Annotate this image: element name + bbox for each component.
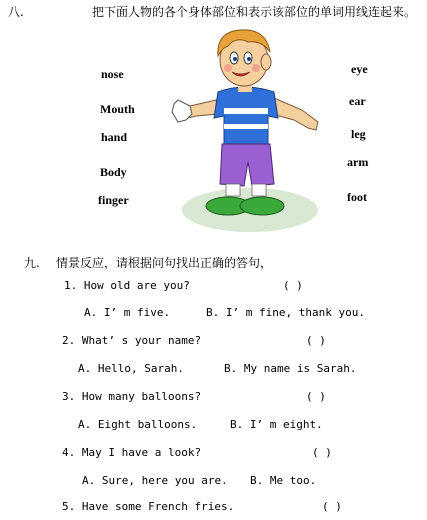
question-4: 4. May I have a look? bbox=[62, 446, 202, 459]
section-9-instruction: 情景反应，请根据问句找出正确的答句， bbox=[56, 256, 273, 270]
right-shoe bbox=[240, 197, 284, 215]
word-finger: finger bbox=[98, 193, 129, 207]
word-arm: arm bbox=[347, 155, 369, 169]
option-3b: B. I’ m eight. bbox=[230, 418, 323, 431]
answer-blank-1[interactable]: ( ) bbox=[283, 279, 303, 292]
shirt-stripe bbox=[224, 108, 268, 114]
left-cheek bbox=[224, 64, 232, 72]
option-3a: A. Eight balloons. bbox=[78, 418, 198, 431]
option-2a: A. Hello, Sarah. bbox=[78, 362, 184, 375]
question-5: 5. Have some French fries. bbox=[62, 500, 235, 513]
pants bbox=[220, 144, 274, 186]
option-4a: A. Sure, here you are. bbox=[82, 474, 228, 487]
question-3: 3. How many balloons? bbox=[62, 390, 202, 403]
word-foot: foot bbox=[347, 190, 367, 204]
section-9-number: 九. bbox=[24, 256, 40, 270]
question-1: 1. How old are you? bbox=[64, 279, 190, 292]
left-pupil bbox=[233, 57, 237, 61]
cartoon-boy-figure bbox=[170, 22, 340, 234]
question-2: 2. What’ s your name? bbox=[62, 334, 202, 347]
shirt-stripe-2 bbox=[224, 124, 268, 129]
left-glove bbox=[172, 100, 192, 122]
section-8-number: 八. bbox=[8, 5, 24, 19]
right-sock bbox=[252, 184, 266, 196]
right-pupil bbox=[247, 57, 251, 61]
right-arm bbox=[272, 98, 318, 130]
word-body: Body bbox=[100, 165, 127, 179]
word-leg: leg bbox=[351, 127, 366, 141]
word-mouth: Mouth bbox=[100, 102, 135, 116]
answer-blank-5[interactable]: ( ) bbox=[322, 500, 342, 513]
shirt bbox=[214, 87, 278, 144]
option-1a: A. I’ m five. bbox=[84, 306, 171, 319]
answer-blank-3[interactable]: ( ) bbox=[306, 390, 326, 403]
section-8-instruction: 把下面人物的各个身体部位和表示该部位的单词用线连起来。 bbox=[92, 5, 417, 19]
answer-blank-4[interactable]: ( ) bbox=[312, 446, 332, 459]
word-eye: eye bbox=[351, 62, 368, 76]
option-1b: B. I’ m fine, thank you. bbox=[206, 306, 365, 319]
word-hand: hand bbox=[101, 130, 128, 144]
left-sock bbox=[226, 184, 240, 196]
answer-blank-2[interactable]: ( ) bbox=[306, 334, 326, 347]
right-cheek bbox=[252, 64, 260, 72]
word-ear: ear bbox=[349, 94, 366, 108]
option-4b: B. Me too. bbox=[250, 474, 317, 487]
word-nose: nose bbox=[101, 67, 124, 81]
option-2b: B. My name is Sarah. bbox=[224, 362, 357, 375]
ear bbox=[261, 54, 271, 70]
